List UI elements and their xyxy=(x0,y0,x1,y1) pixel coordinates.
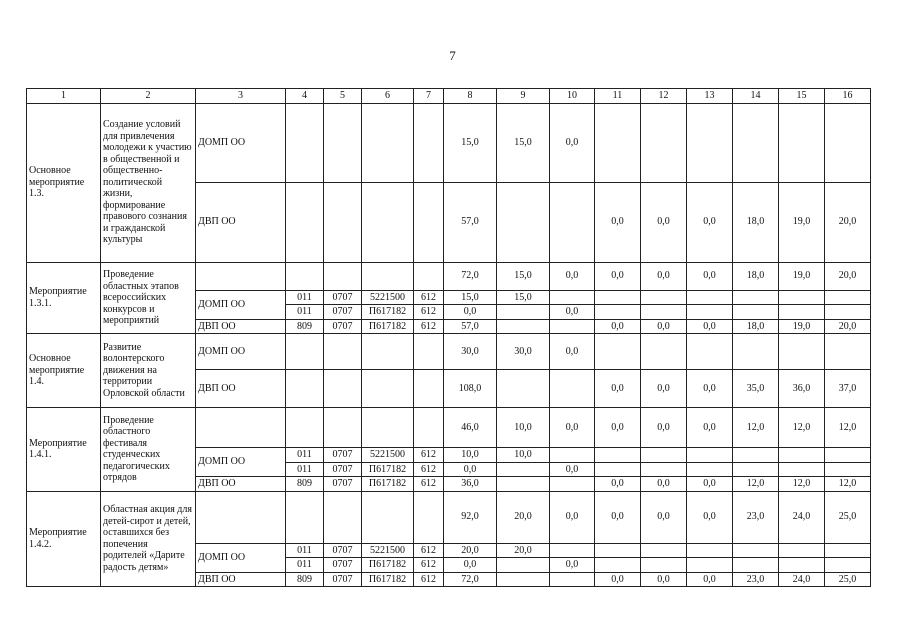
value-cell: 0,0 xyxy=(687,491,733,543)
code-cell: 0707 xyxy=(324,448,362,463)
value-cell: 0,0 xyxy=(550,305,595,320)
code-cell: 612 xyxy=(414,305,444,320)
code-cell: 011 xyxy=(286,290,324,305)
code-cell: 0707 xyxy=(324,462,362,477)
column-header: 16 xyxy=(825,89,871,104)
code-cell: 0707 xyxy=(324,305,362,320)
value-cell: 37,0 xyxy=(825,370,871,408)
value-cell: 0,0 xyxy=(550,334,595,370)
column-header: 15 xyxy=(779,89,825,104)
code-cell: 011 xyxy=(286,462,324,477)
value-cell: 30,0 xyxy=(444,334,497,370)
value-cell: 0,0 xyxy=(444,305,497,320)
value-cell: 24,0 xyxy=(779,572,825,587)
code-cell: П617182 xyxy=(362,305,414,320)
code-cell: 5221500 xyxy=(362,543,414,558)
code-cell: 011 xyxy=(286,558,324,573)
event-description: Создание условий для привлечения молодежи к участию в общественной и общественно-политической жизни, формирование правового сознания и гражданской культуры xyxy=(101,103,196,262)
value-cell: 108,0 xyxy=(444,370,497,408)
code-cell: 612 xyxy=(414,477,444,492)
funding-source: ДОМП ОО xyxy=(196,543,286,572)
code-cell: П617182 xyxy=(362,477,414,492)
value-cell: 19,0 xyxy=(779,262,825,290)
value-cell: 0,0 xyxy=(641,572,687,587)
value-cell: 0,0 xyxy=(687,262,733,290)
table-row xyxy=(27,491,871,543)
value-cell: 0,0 xyxy=(595,182,641,262)
value-cell: 18,0 xyxy=(733,262,779,290)
funding-source: ДВП ОО xyxy=(196,182,286,262)
value-cell: 19,0 xyxy=(779,319,825,334)
code-cell: 612 xyxy=(414,558,444,573)
code-cell: П617182 xyxy=(362,319,414,334)
column-header: 9 xyxy=(497,89,550,104)
value-cell: 23,0 xyxy=(733,491,779,543)
value-cell: 0,0 xyxy=(687,408,733,448)
event-label: Мероприятие 1.4.1. xyxy=(27,408,101,492)
code-cell: 011 xyxy=(286,543,324,558)
code-cell: 011 xyxy=(286,305,324,320)
value-cell: 36,0 xyxy=(444,477,497,492)
value-cell: 19,0 xyxy=(779,182,825,262)
value-cell: 25,0 xyxy=(825,491,871,543)
table-row xyxy=(27,334,871,370)
value-cell: 15,0 xyxy=(444,103,497,182)
value-cell: 20,0 xyxy=(825,262,871,290)
value-cell: 12,0 xyxy=(825,477,871,492)
value-cell: 0,0 xyxy=(595,319,641,334)
column-header: 6 xyxy=(362,89,414,104)
column-header: 2 xyxy=(101,89,196,104)
value-cell: 0,0 xyxy=(687,182,733,262)
code-cell: 0707 xyxy=(324,477,362,492)
code-cell: П617182 xyxy=(362,558,414,573)
event-description: Областная акция для детей-сирот и детей, оставшихся без попечения родителей «Дарите радость детям» xyxy=(101,491,196,587)
event-description: Проведение областных этапов всероссийских конкурсов и мероприятий xyxy=(101,262,196,334)
value-cell: 15,0 xyxy=(444,290,497,305)
page-number: 7 xyxy=(449,48,456,63)
code-cell: 0707 xyxy=(324,319,362,334)
funding-source: ДВП ОО xyxy=(196,572,286,587)
column-header: 5 xyxy=(324,89,362,104)
value-cell: 24,0 xyxy=(779,491,825,543)
value-cell: 12,0 xyxy=(733,408,779,448)
value-cell: 0,0 xyxy=(641,408,687,448)
value-cell: 12,0 xyxy=(779,408,825,448)
value-cell: 25,0 xyxy=(825,572,871,587)
funding-source: ДВП ОО xyxy=(196,319,286,334)
event-description: Проведение областного фестиваля студенческих педагогических отрядов xyxy=(101,408,196,492)
column-header: 11 xyxy=(595,89,641,104)
code-cell: 612 xyxy=(414,572,444,587)
value-cell: 0,0 xyxy=(641,477,687,492)
event-label: Основное мероприятие 1.4. xyxy=(27,334,101,408)
funding-source: ДОМП ОО xyxy=(196,290,286,319)
value-cell: 15,0 xyxy=(497,262,550,290)
code-cell: 0707 xyxy=(324,543,362,558)
value-cell: 57,0 xyxy=(444,319,497,334)
value-cell: 15,0 xyxy=(497,103,550,182)
value-cell: 20,0 xyxy=(444,543,497,558)
value-cell: 12,0 xyxy=(825,408,871,448)
column-header: 1 xyxy=(27,89,101,104)
value-cell: 0,0 xyxy=(595,491,641,543)
code-cell: 612 xyxy=(414,319,444,334)
value-cell: 15,0 xyxy=(497,290,550,305)
column-header: 4 xyxy=(286,89,324,104)
value-cell: 30,0 xyxy=(497,334,550,370)
value-cell: 0,0 xyxy=(595,370,641,408)
value-cell: 12,0 xyxy=(733,477,779,492)
value-cell: 0,0 xyxy=(595,477,641,492)
funding-source: ДВП ОО xyxy=(196,370,286,408)
value-cell: 35,0 xyxy=(733,370,779,408)
value-cell: 0,0 xyxy=(687,319,733,334)
value-cell: 18,0 xyxy=(733,319,779,334)
column-header: 7 xyxy=(414,89,444,104)
column-header: 13 xyxy=(687,89,733,104)
value-cell: 0,0 xyxy=(641,319,687,334)
code-cell: 612 xyxy=(414,290,444,305)
value-cell: 20,0 xyxy=(825,319,871,334)
value-cell: 57,0 xyxy=(444,182,497,262)
value-cell: 0,0 xyxy=(687,572,733,587)
code-cell: П617182 xyxy=(362,462,414,477)
budget-table xyxy=(26,88,871,587)
value-cell: 20,0 xyxy=(497,543,550,558)
code-cell: 612 xyxy=(414,462,444,477)
value-cell: 0,0 xyxy=(550,408,595,448)
code-cell: 011 xyxy=(286,448,324,463)
table-row xyxy=(27,408,871,448)
value-cell: 0,0 xyxy=(550,558,595,573)
code-cell: 0707 xyxy=(324,558,362,573)
value-cell: 0,0 xyxy=(641,370,687,408)
table-row xyxy=(27,262,871,290)
value-cell: 20,0 xyxy=(825,182,871,262)
value-cell: 10,0 xyxy=(497,408,550,448)
value-cell: 0,0 xyxy=(641,491,687,543)
funding-source: ДОМП ОО xyxy=(196,448,286,477)
value-cell: 23,0 xyxy=(733,572,779,587)
value-cell: 0,0 xyxy=(550,462,595,477)
code-cell: 5221500 xyxy=(362,290,414,305)
value-cell: 0,0 xyxy=(550,491,595,543)
column-header: 10 xyxy=(550,89,595,104)
value-cell: 0,0 xyxy=(444,462,497,477)
value-cell: 0,0 xyxy=(595,408,641,448)
value-cell: 72,0 xyxy=(444,572,497,587)
code-cell: 0707 xyxy=(324,572,362,587)
event-label: Основное мероприятие 1.3. xyxy=(27,103,101,262)
value-cell: 10,0 xyxy=(444,448,497,463)
event-label: Мероприятие 1.4.2. xyxy=(27,491,101,587)
value-cell: 18,0 xyxy=(733,182,779,262)
code-cell: 5221500 xyxy=(362,448,414,463)
header-row xyxy=(27,89,871,104)
column-header: 3 xyxy=(196,89,286,104)
code-cell: 0707 xyxy=(324,290,362,305)
funding-source: ДВП ОО xyxy=(196,477,286,492)
column-header: 12 xyxy=(641,89,687,104)
value-cell: 0,0 xyxy=(641,182,687,262)
table-row xyxy=(27,103,871,182)
code-cell: 809 xyxy=(286,319,324,334)
code-cell: 612 xyxy=(414,448,444,463)
value-cell: 0,0 xyxy=(444,558,497,573)
event-description: Развитие волонтерского движения на территории Орловской области xyxy=(101,334,196,408)
value-cell: 0,0 xyxy=(687,477,733,492)
value-cell: 0,0 xyxy=(641,262,687,290)
value-cell: 12,0 xyxy=(779,477,825,492)
value-cell: 10,0 xyxy=(497,448,550,463)
column-header: 14 xyxy=(733,89,779,104)
value-cell: 46,0 xyxy=(444,408,497,448)
code-cell: 612 xyxy=(414,543,444,558)
value-cell: 72,0 xyxy=(444,262,497,290)
funding-source: ДОМП ОО xyxy=(196,334,286,370)
column-header: 8 xyxy=(444,89,497,104)
value-cell: 20,0 xyxy=(497,491,550,543)
funding-source: ДОМП ОО xyxy=(196,103,286,182)
value-cell: 92,0 xyxy=(444,491,497,543)
value-cell: 0,0 xyxy=(550,262,595,290)
event-label: Мероприятие 1.3.1. xyxy=(27,262,101,334)
value-cell: 0,0 xyxy=(595,262,641,290)
code-cell: 809 xyxy=(286,477,324,492)
value-cell: 0,0 xyxy=(595,572,641,587)
code-cell: П617182 xyxy=(362,572,414,587)
value-cell: 36,0 xyxy=(779,370,825,408)
value-cell: 0,0 xyxy=(550,103,595,182)
code-cell: 809 xyxy=(286,572,324,587)
value-cell: 0,0 xyxy=(687,370,733,408)
